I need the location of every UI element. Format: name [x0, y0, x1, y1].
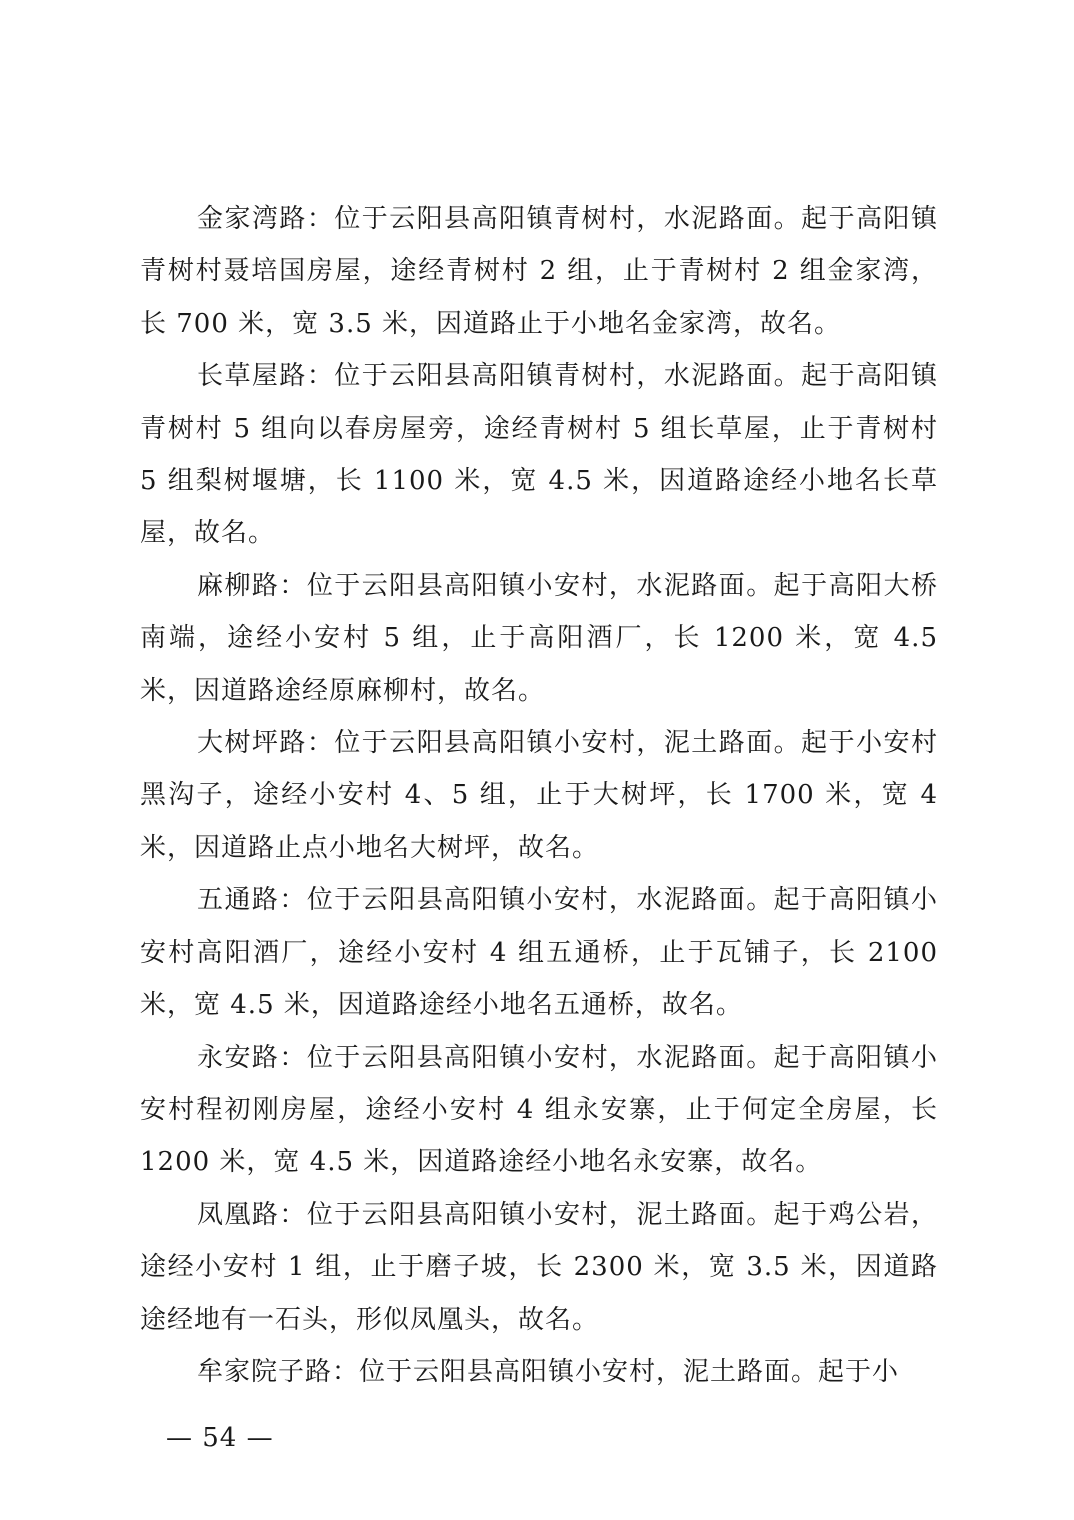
- paragraph-changcaowu-road: 长草屋路：位于云阳县高阳镇青树村，水泥路面。起于高阳镇青树村 5 组向以春房屋旁，途经青树村 5 组长草屋，止于青树村 5 组梨树堰塘，长 1100 米，宽 4.5 米，因道路途经小地名长草屋，故名。: [140, 361, 938, 549]
- paragraph-fenghuang-road: 凤凰路：位于云阳县高阳镇小安村，泥土路面。起于鸡公岩，途经小安村 1 组，止于磨子坡，长 2300 米，宽 3.5 米，因道路途经地有一石头，形似凤凰头，故名。: [140, 1199, 938, 1335]
- paragraph-jinjiawan-road: 金家湾路：位于云阳县高阳镇青树村，水泥路面。起于高阳镇青树村聂培国房屋，途经青树村 2 组，止于青树村 2 组金家湾，长 700 米，宽 3.5 米，因道路止于小地名金家湾，故名。: [140, 204, 938, 339]
- paragraph-dashuping-road: 大树坪路：位于云阳县高阳镇小安村，泥土路面。起于小安村黑沟子，途经小安村 4、5 组，止于大树坪，长 1700 米，宽 4 米，因道路止点小地名大树坪，故名。: [140, 728, 938, 863]
- paragraph-yongan-road: 永安路：位于云阳县高阳镇小安村，水泥路面。起于高阳镇小安村程初刚房屋，途经小安村 4 组永安寨，止于何定全房屋，长 1200 米，宽 4.5 米，因道路途经小地名永安寨，故名。: [140, 1042, 938, 1178]
- body-text: [140, 193, 938, 1398]
- paragraph-wutong-road: 五通路：位于云阳县高阳镇小安村，水泥路面。起于高阳镇小安村高阳酒厂，途经小安村 4 组五通桥，止于瓦铺子，长 2100 米，宽 4.5 米，因道路途经小地名五通桥，故名。: [140, 885, 938, 1021]
- paragraph-moujiayuanzi-road: 牟家院子路：位于云阳县高阳镇小安村，泥土路面。起于小: [197, 1356, 900, 1387]
- page-number: — 54 —: [166, 1423, 274, 1453]
- paragraph-maliu-road: 麻柳路：位于云阳县高阳镇小安村，水泥路面。起于高阳大桥南端，途经小安村 5 组，止于高阳酒厂，长 1200 米，宽 4.5 米，因道路途经原麻柳村，故名。: [140, 570, 938, 706]
